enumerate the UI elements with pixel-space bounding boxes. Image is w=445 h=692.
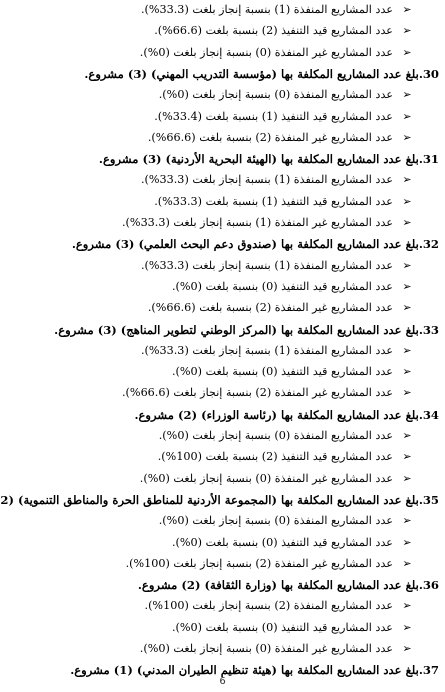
arrow-bullet-icon: ➢ [402, 109, 412, 123]
bullet-text: عدد المشاريع المنفذة (2) بنسبة إنجاز بلغت (100%). [144, 599, 393, 613]
bullet-item [4, 533, 415, 553]
section-number: 34. [418, 407, 439, 422]
bullet-item [4, 447, 415, 467]
arrow-bullet-icon: ➢ [402, 599, 412, 613]
bullet-text: عدد المشاريع غير المنفذة (2) بنسبة بلغت (66.6%). [147, 130, 393, 144]
section-number: 36. [418, 578, 439, 593]
arrow-bullet-icon: ➢ [402, 258, 412, 272]
arrow-bullet-icon: ➢ [402, 194, 412, 208]
bullet-text: عدد المشاريع غير المنفذة (0) بنسبة إنجاز بلغت (0%). [139, 45, 393, 59]
arrow-bullet-icon: ➢ [402, 88, 412, 102]
bullet-text: عدد المشاريع قيد التنفيذ (1) بنسبة بلغت (33.3%). [154, 194, 393, 208]
bullet-item [4, 639, 415, 659]
bullet-item [4, 469, 415, 489]
arrow-bullet-icon: ➢ [402, 279, 412, 293]
section-heading-text: بلغ عدد المشاريع المكلفة بها (مؤسسة التدريب المهني) (3) مشروع. [84, 66, 419, 81]
arrow-bullet-icon: ➢ [402, 620, 412, 634]
bullet-text: عدد المشاريع قيد التنفيذ (2) بنسبة بلغت (100%). [157, 450, 393, 464]
bullet-item [4, 298, 415, 318]
arrow-bullet-icon: ➢ [402, 642, 412, 655]
bullet-text: عدد المشاريع غير المنفذة (2) بنسبة إنجاز بلغت (66.6%). [122, 386, 393, 400]
bullet-text: عدد المشاريع المنفذة (1) بنسبة إنجاز بلغت (33.3%). [140, 173, 393, 187]
arrow-bullet-icon: ➢ [402, 24, 412, 38]
bullet-text: عدد المشاريع غير المنفذة (2) بنسبة إنجاز بلغت (100%). [125, 556, 393, 570]
page-number: 6 [219, 676, 226, 687]
bullet-item [4, 618, 415, 638]
bullet-item [4, 362, 415, 382]
bullet-item [4, 128, 415, 148]
bullet-text: عدد المشاريع قيد التنفيذ (0) بنسبة بلغت (0%). [171, 535, 393, 549]
section-heading [4, 234, 439, 254]
bullet-item [4, 341, 415, 361]
arrow-bullet-icon: ➢ [402, 45, 412, 59]
section-heading-text: بلغ عدد المشاريع المكلفة بها (الهيئة البحرية الأردنية) (3) مشروع. [98, 152, 419, 167]
arrow-bullet-icon: ➢ [402, 301, 412, 315]
section-heading-text: بلغ عدد المشاريع المكلفة بها (هيئة تنظيم الطيران المدني) (1) مشروع. [70, 663, 419, 678]
bullet-item [4, 0, 415, 20]
section-heading [4, 320, 439, 340]
section-number: 37. [418, 663, 439, 678]
section-number: 30. [418, 66, 439, 81]
bullet-item [4, 383, 415, 403]
bullet-text: عدد المشاريع قيد التنفيذ (0) بنسبة بلغت (0%). [171, 279, 393, 293]
arrow-bullet-icon: ➢ [402, 343, 412, 357]
bullet-text: عدد المشاريع المنفذة (1) بنسبة إنجاز بلغت (33.3%). [140, 258, 393, 272]
bullet-text: عدد المشاريع قيد التنفيذ (0) بنسبة بلغت (0%). [171, 620, 393, 634]
bullet-item [4, 192, 415, 212]
bullet-text: عدد المشاريع قيد التنفيذ (1) بنسبة بلغت (33.4%). [154, 109, 393, 123]
arrow-bullet-icon: ➢ [402, 216, 412, 229]
arrow-bullet-icon: ➢ [402, 429, 412, 442]
bullet-item [4, 554, 415, 574]
arrow-bullet-icon: ➢ [402, 365, 412, 379]
section-heading [4, 149, 439, 169]
arrow-bullet-icon: ➢ [402, 3, 412, 16]
bullet-item [4, 107, 415, 127]
bullet-text: عدد المشاريع غير المنفذة (0) بنسبة إنجاز بلغت (0%). [139, 471, 393, 485]
section-heading-text: بلغ عدد المشاريع المكلفة بها (صندوق دعم البحث العلمي) (3) مشروع. [71, 237, 419, 252]
arrow-bullet-icon: ➢ [402, 386, 412, 400]
arrow-bullet-icon: ➢ [402, 173, 412, 187]
bullet-text: عدد المشاريع المنفذة (0) بنسبة إنجاز بلغت (0%). [158, 514, 393, 528]
bullet-item [4, 511, 415, 531]
arrow-bullet-icon: ➢ [402, 556, 412, 570]
section-heading-text: بلغ عدد المشاريع المكلفة بها (رئاسة الوزراء) (2) مشروع. [134, 407, 419, 422]
bullet-text: عدد المشاريع قيد التنفيذ (0) بنسبة بلغت (0%). [171, 365, 393, 379]
arrow-bullet-icon: ➢ [402, 130, 412, 144]
section-heading-text: بلغ عدد المشاريع المكلفة بها (المركز الوطني لتطوير المناهج) (3) مشروع. [54, 322, 419, 337]
section-heading [4, 575, 439, 595]
section-heading [4, 64, 439, 84]
section-heading-text: بلغ عدد المشاريع المكلفة بها (وزارة الثقافة) (2) مشروع. [137, 578, 419, 593]
bullet-text: عدد المشاريع المنفذة (0) بنسبة إنجاز بلغت (0%). [158, 429, 393, 442]
bullet-item [4, 213, 415, 233]
bullet-text: عدد المشاريع قيد التنفيذ (2) بنسبة بلغت (66.6%). [154, 24, 393, 38]
bullet-text: عدد المشاريع غير المنفذة (2) بنسبة بلغت (66.6%). [147, 301, 393, 315]
bullet-item [4, 277, 415, 297]
bullet-text: عدد المشاريع المنفذة (0) بنسبة إنجاز بلغت (0%). [158, 88, 393, 102]
bullet-item [4, 596, 415, 616]
arrow-bullet-icon: ➢ [402, 514, 412, 528]
section-number: 31. [418, 152, 439, 167]
bullet-item [4, 85, 415, 105]
bullet-item [4, 170, 415, 190]
bullet-text: عدد المشاريع غير المنفذة (1) بنسبة إنجاز بلغت (33.3%). [122, 216, 393, 229]
bullet-text: عدد المشاريع المنفذة (1) بنسبة إنجاز بلغت (33.3%). [140, 3, 393, 16]
section-number: 35. [418, 492, 439, 507]
section-number: 32. [418, 237, 439, 252]
bullet-item [4, 426, 415, 446]
arrow-bullet-icon: ➢ [402, 471, 412, 485]
bullet-text: عدد المشاريع المنفذة (1) بنسبة إنجاز بلغت (33.3%). [140, 343, 393, 357]
bullet-item [4, 21, 415, 41]
section-heading-text: بلغ عدد المشاريع المكلفة بها (المجموعة الأردنية للمناطق الحرة والمناطق التنموية) (2 [0, 492, 419, 507]
section-heading [0, 490, 439, 510]
bullet-item [4, 43, 415, 63]
arrow-bullet-icon: ➢ [402, 535, 412, 549]
bullet-item [4, 256, 415, 276]
arrow-bullet-icon: ➢ [402, 450, 412, 464]
section-number: 33. [418, 322, 439, 337]
bullet-text: عدد المشاريع غير المنفذة (0) بنسبة إنجاز بلغت (0%). [139, 642, 393, 655]
section-heading [4, 405, 439, 425]
